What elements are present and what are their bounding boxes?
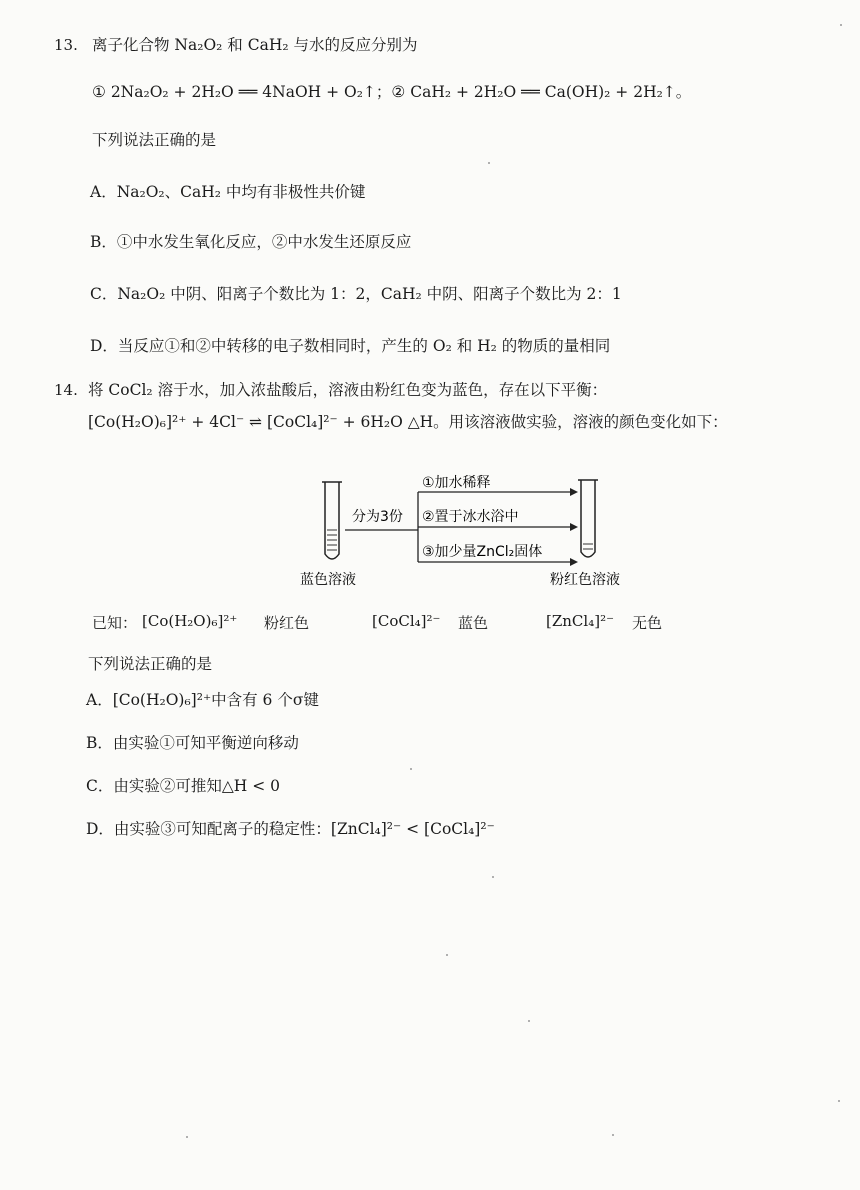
q13-option-c: C．Na₂O₂ 中阴、阳离子个数比为 1：2，CaH₂ 中阴、阳离子个数比为 2：1: [90, 285, 622, 303]
arrow-head-2: [570, 523, 578, 531]
scan-speck: [528, 1020, 530, 1022]
known-item1-formula: [Co(H₂O)₆]²⁺: [142, 612, 238, 630]
split-label: 分为3份: [352, 509, 403, 525]
q14-option-b: B．由实验①可知平衡逆向移动: [86, 734, 299, 752]
arrow-head-1: [570, 488, 578, 496]
right-tube-label: 粉红色溶液: [550, 572, 620, 588]
scan-speck: [612, 1134, 614, 1136]
q14-stem-line1: 将 CoCl₂ 溶于水，加入浓盐酸后，溶液由粉红色变为蓝色，存在以下平衡：: [88, 381, 608, 399]
left-test-tube-icon: [322, 482, 342, 559]
known-item2-formula: [CoCl₄]²⁻: [372, 612, 441, 630]
q13-number: 13.: [54, 36, 78, 54]
scan-speck: [492, 876, 494, 878]
q14-number: 14.: [54, 381, 78, 399]
q14-option-a: A．[Co(H₂O)₆]²⁺中含有 6 个σ键: [86, 691, 319, 709]
known-item3-formula: [ZnCl₄]²⁻: [546, 612, 615, 630]
known-prefix: 已知：: [92, 614, 138, 632]
q14-option-c: C．由实验②可推知△H < 0: [86, 777, 281, 795]
scan-speck: [186, 1136, 188, 1138]
step3-label: ③加少量ZnCl₂固体: [422, 544, 543, 560]
q14-stem-line2: [Co(H₂O)₆]²⁺ + 4Cl⁻ ⇌ [CoCl₄]²⁻ + 6H₂O △H。用该溶液做实验，溶液的颜色变化如下：: [88, 413, 728, 431]
q13-option-b: B．①中水发生氧化反应，②中水发生还原反应: [90, 233, 412, 251]
q13-prompt: 下列说法正确的是: [92, 131, 217, 149]
scan-speck: [446, 954, 448, 956]
experiment-svg: [300, 472, 660, 592]
known-item3-color: 无色: [632, 614, 663, 632]
scan-speck: [488, 162, 490, 164]
scan-speck: [840, 24, 842, 26]
q14-prompt: 下列说法正确的是: [88, 655, 213, 673]
known-item1-color: 粉红色: [264, 614, 310, 632]
scan-speck: [838, 1100, 840, 1102]
q13-option-d: D．当反应①和②中转移的电子数相同时，产生的 O₂ 和 H₂ 的物质的量相同: [90, 337, 611, 355]
step2-label: ②置于冰水浴中: [422, 509, 519, 525]
q14-option-d: D．由实验③可知配离子的稳定性：[ZnCl₄]²⁻ < [CoCl₄]²⁻: [86, 820, 495, 838]
q13-stem: 离子化合物 Na₂O₂ 和 CaH₂ 与水的反应分别为: [92, 36, 418, 54]
known-item2-color: 蓝色: [458, 614, 489, 632]
q13-option-a: A．Na₂O₂、CaH₂ 中均有非极性共价键: [90, 183, 366, 201]
right-test-tube-icon: [578, 480, 598, 557]
experiment-diagram: [300, 472, 660, 592]
q13-equations: ① 2Na₂O₂ + 2H₂O ══ 4NaOH + O₂↑；② CaH₂ + 2H₂O ══ Ca(OH)₂ + 2H₂↑。: [92, 83, 692, 101]
arrow-head-3: [570, 558, 578, 566]
scan-speck: [410, 768, 412, 770]
left-tube-label: 蓝色溶液: [300, 572, 356, 588]
step1-label: ①加水稀释: [422, 475, 491, 491]
